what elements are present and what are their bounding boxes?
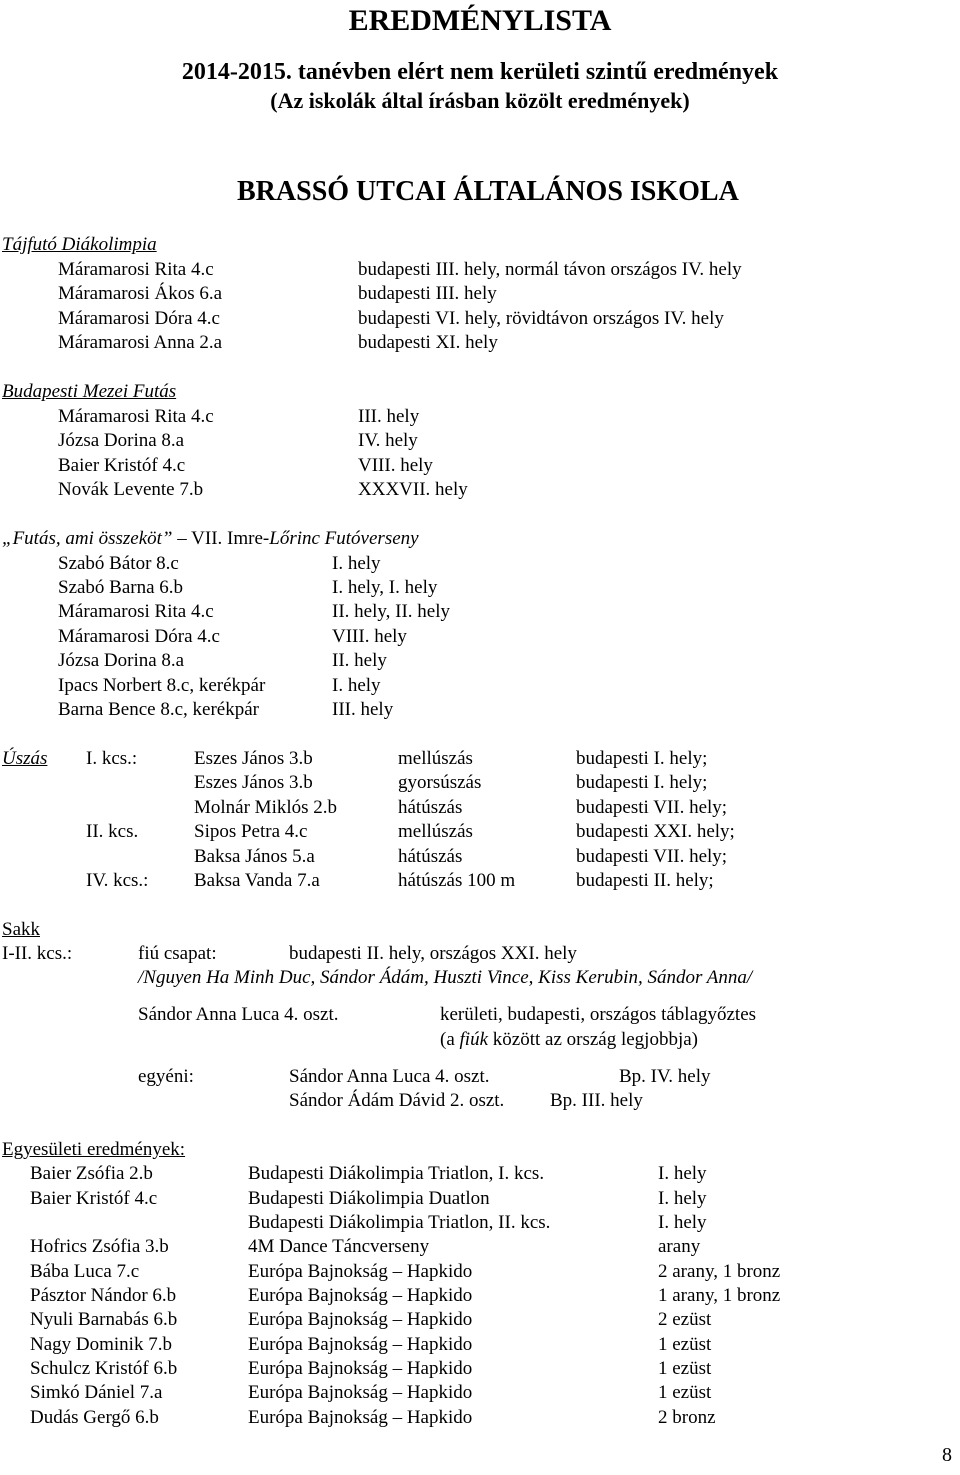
table-cell-name: Baksa Vanda 7.a (194, 870, 320, 891)
table-cell-result: arany (658, 1236, 701, 1257)
sakk-indiv-label: egyéni: (138, 1066, 194, 1087)
table-cell-style: mellúszás (398, 821, 473, 842)
sakk-star-note-emph: fiúk (459, 1029, 489, 1050)
table-cell-event: Európa Bajnokság – Hapkido (248, 1309, 473, 1330)
table-cell-event: Budapesti Diákolimpia Duatlon (248, 1188, 490, 1209)
table-cell-category: II. kcs. (86, 821, 139, 842)
list-item-name: Szabó Barna 6.b (58, 577, 184, 598)
list-item-name: Józsa Dorina 8.a (58, 650, 185, 671)
sakk-star-result: kerületi, budapesti, országos táblagyőztes (440, 1004, 757, 1025)
table-cell-name: Sipos Petra 4.c (194, 821, 308, 842)
page-subtitle-note: (Az iskolák által írásban közölt eredmények) (270, 88, 690, 113)
table-cell-result: budapesti XXI. hely; (576, 821, 735, 842)
table-cell-event: Európa Bajnokság – Hapkido (248, 1261, 473, 1282)
sakk-team-result: budapesti II. hely, országos XXI. hely (289, 943, 577, 964)
table-cell-event: Európa Bajnokság – Hapkido (248, 1382, 473, 1403)
list-item-name: Szabó Bátor 8.c (58, 553, 179, 574)
sakk-team-label: fiú csapat: (138, 943, 217, 964)
table-cell-name: Baier Zsófia 2.b (30, 1163, 153, 1184)
list-item-result: I. hely, I. hely (332, 577, 438, 598)
table-cell-result: budapesti I. hely; (576, 772, 708, 793)
table-cell-result: I. hely (658, 1163, 707, 1184)
table-cell-event: Budapesti Diákolimpia Triatlon, I. kcs. (248, 1163, 545, 1184)
table-cell-result: I. hely (658, 1188, 707, 1209)
sakk-team-members: /Nguyen Ha Minh Duc, Sándor Ádám, Huszti Vince, Kiss Kerubin, Sándor Anna/ (138, 967, 753, 988)
table-cell-result: 1 ezüst (658, 1382, 712, 1403)
table-cell-name: Bába Luca 7.c (30, 1261, 140, 1282)
list-item-result: III. hely (358, 406, 420, 427)
list-item-name: Baier Kristóf 4.c (58, 455, 186, 476)
table-cell-name: Schulcz Kristóf 6.b (30, 1358, 178, 1379)
table-cell-name: Nyuli Barnabás 6.b (30, 1309, 178, 1330)
list-item-result: VIII. hely (332, 626, 407, 647)
sakk-star-note (440, 1028, 698, 1053)
table-cell-result: I. hely (658, 1212, 707, 1233)
list-item-result: budapesti XI. hely (358, 332, 498, 353)
page-subtitle: 2014-2015. tanévben elért nem kerületi szintű eredmények (181, 59, 779, 85)
list-item-result: budapesti III. hely (358, 283, 497, 304)
list-item-result: budapesti VI. hely, rövidtávon országos IV. hely (358, 308, 724, 329)
table-cell-result: 2 bronz (658, 1407, 716, 1428)
futas-heading-dash: – (172, 528, 192, 549)
table-cell-name: Dudás Gergő 6.b (30, 1407, 159, 1428)
section-heading-egyesuleti: Egyesületi eredmények: (2, 1139, 186, 1160)
list-item-result: XXXVII. hely (358, 479, 468, 500)
list-item-name: Barna Bence 8.c, kerékpár (58, 699, 259, 720)
list-item-name: Máramarosi Rita 4.c (58, 259, 214, 280)
school-name: BRASSÓ UTCAI ÁLTALÁNOS ISKOLA (237, 176, 739, 207)
list-item-result: III. hely (332, 699, 394, 720)
section-heading-mezei: Budapesti Mezei Futás (2, 381, 177, 402)
list-item-result: I. hely (332, 553, 381, 574)
futas-heading-event: VII. Imre- (191, 528, 270, 549)
futas-heading-slogan: „Futás, ami összeköt” (2, 528, 173, 549)
table-cell-style: hátúszás (398, 846, 463, 867)
table-cell-result: 1 arany, 1 bronz (658, 1285, 781, 1306)
table-cell-category: IV. kcs.: (86, 870, 149, 891)
table-cell-style: gyorsúszás (398, 772, 482, 793)
page-title: EREDMÉNYLISTA (348, 4, 612, 37)
table-cell-result: budapesti I. hely; (576, 748, 708, 769)
table-cell-name: Simkó Dániel 7.a (30, 1382, 163, 1403)
table-cell-result: budapesti VII. hely; (576, 797, 728, 818)
table-cell-style: hátúszás (398, 797, 463, 818)
list-item-result: II. hely (332, 650, 387, 671)
sakk-indiv-name: Sándor Ádám Dávid 2. oszt. (289, 1090, 505, 1111)
table-cell-name: Nagy Dominik 7.b (30, 1334, 172, 1355)
section-heading-futas (2, 527, 419, 552)
table-cell-name: Baier Kristóf 4.c (30, 1188, 158, 1209)
table-cell-name: Eszes János 3.b (194, 748, 313, 769)
table-cell-name: Baksa János 5.a (194, 846, 315, 867)
section-heading-tajfuto: Tájfutó Diákolimpia (2, 234, 157, 255)
table-cell-event: Európa Bajnokság – Hapkido (248, 1334, 473, 1355)
table-cell-event: Európa Bajnokság – Hapkido (248, 1358, 473, 1379)
list-item-name: Máramarosi Dóra 4.c (58, 626, 220, 647)
futas-heading-event-rest: Lőrinc Futóverseny (269, 528, 419, 549)
table-cell-result: 2 arany, 1 bronz (658, 1261, 781, 1282)
table-cell-event: Európa Bajnokság – Hapkido (248, 1285, 473, 1306)
list-item-name: Máramarosi Ákos 6.a (58, 283, 223, 304)
list-item-name: Ipacs Norbert 8.c, kerékpár (58, 675, 266, 696)
table-cell-event: Budapesti Diákolimpia Triatlon, II. kcs. (248, 1212, 551, 1233)
table-cell-result: 2 ezüst (658, 1309, 712, 1330)
sakk-indiv-name: Sándor Anna Luca 4. oszt. (289, 1066, 490, 1087)
table-cell-event: Európa Bajnokság – Hapkido (248, 1407, 473, 1428)
page-number: 8 (942, 1444, 952, 1466)
list-item-name: Máramarosi Dóra 4.c (58, 308, 220, 329)
section-heading-uszas: Úszás (2, 748, 48, 769)
list-item-name: Máramarosi Rita 4.c (58, 601, 214, 622)
table-cell-name: Hofrics Zsófia 3.b (30, 1236, 169, 1257)
table-cell-result: budapesti VII. hely; (576, 846, 728, 867)
table-cell-style: hátúszás 100 m (398, 870, 516, 891)
list-item-name: Máramarosi Rita 4.c (58, 406, 214, 427)
table-cell-result: 1 ezüst (658, 1358, 712, 1379)
sakk-star-name: Sándor Anna Luca 4. oszt. (138, 1004, 339, 1025)
table-cell-style: mellúszás (398, 748, 473, 769)
table-cell-name: Pásztor Nándor 6.b (30, 1285, 177, 1306)
table-cell-result: budapesti II. hely; (576, 870, 714, 891)
list-item-result: IV. hely (358, 430, 418, 451)
sakk-indiv-result: Bp. IV. hely (619, 1066, 711, 1087)
sakk-star-note-open: (a (440, 1029, 460, 1050)
table-cell-name: Eszes János 3.b (194, 772, 313, 793)
list-item-result: VIII. hely (358, 455, 433, 476)
list-item-result: II. hely, II. hely (332, 601, 450, 622)
table-cell-result: 1 ezüst (658, 1334, 712, 1355)
list-item-name: Máramarosi Anna 2.a (58, 332, 223, 353)
list-item-name: Novák Levente 7.b (58, 479, 204, 500)
sakk-category: I-II. kcs.: (2, 943, 73, 964)
table-cell-event: 4M Dance Táncverseny (248, 1236, 430, 1257)
sakk-star-note-rest: között az ország legjobbja) (488, 1029, 698, 1050)
list-item-result: I. hely (332, 675, 381, 696)
list-item-name: Józsa Dorina 8.a (58, 430, 185, 451)
section-heading-sakk: Sakk (2, 919, 40, 940)
sakk-indiv-result: Bp. III. hely (550, 1090, 643, 1111)
list-item-result: budapesti III. hely, normál távon országos IV. hely (358, 259, 742, 280)
table-cell-name: Molnár Miklós 2.b (194, 797, 338, 818)
table-cell-category: I. kcs.: (86, 748, 138, 769)
